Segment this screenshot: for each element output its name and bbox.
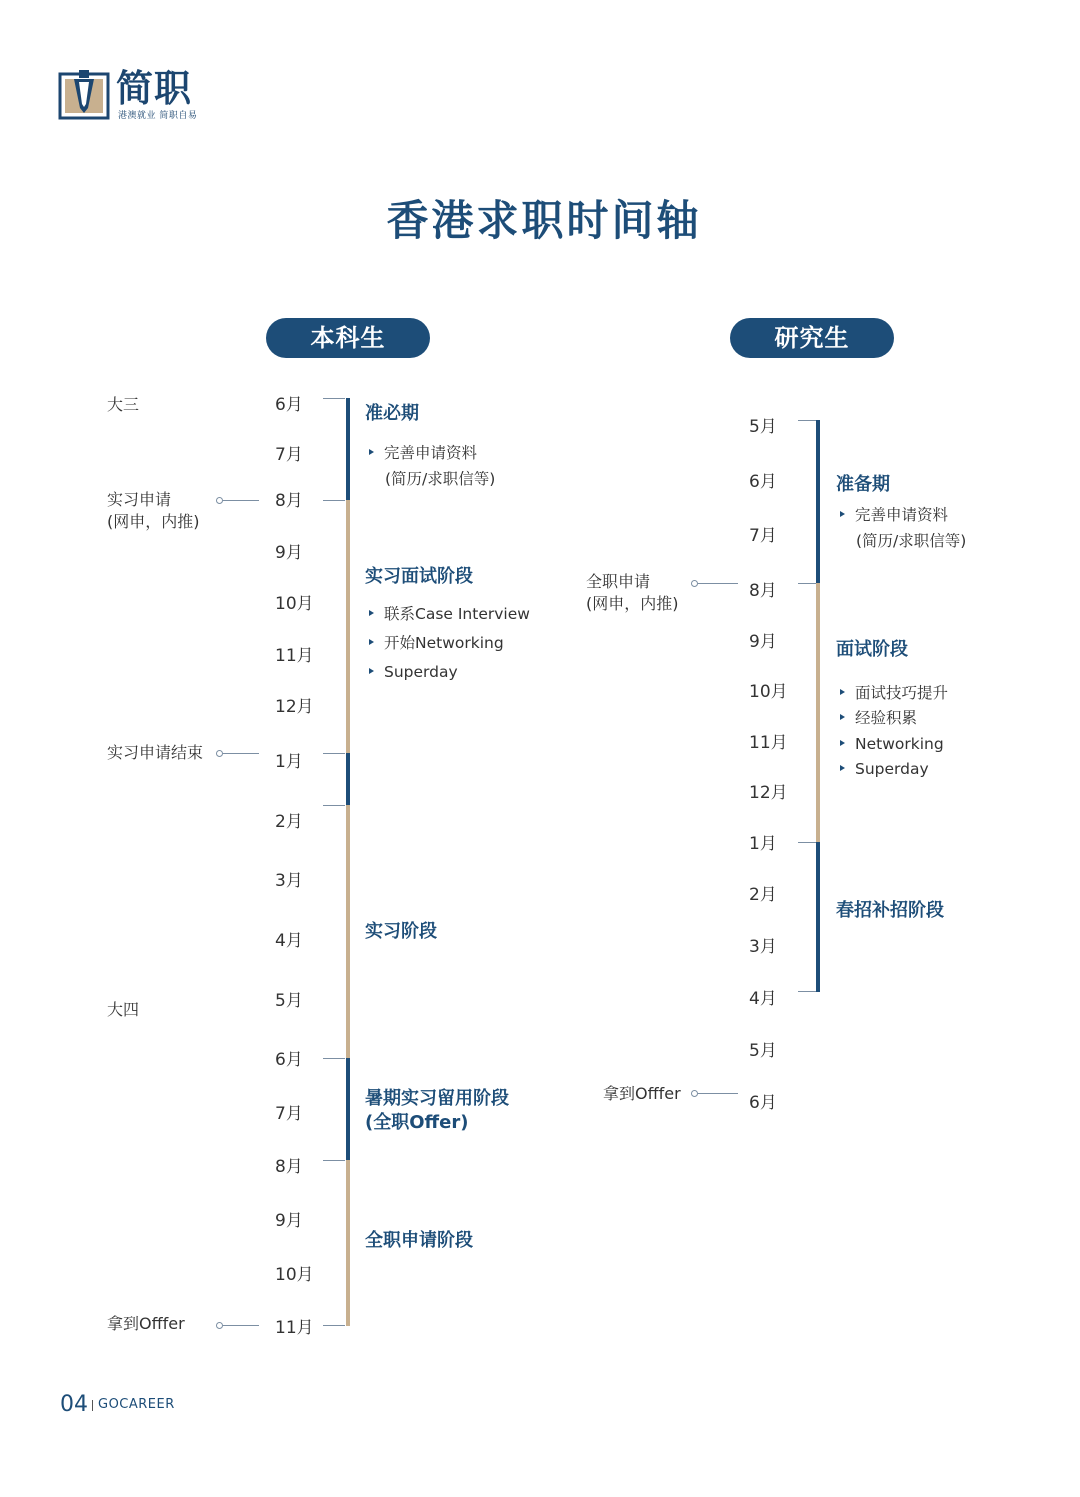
ug-month: 2月 (275, 812, 303, 832)
grad-phase-interview-bullet: Superday (840, 758, 929, 780)
ug-bar-fulltime (346, 1160, 350, 1326)
grad-tick (798, 991, 816, 992)
ug-month: 12月 (275, 697, 314, 717)
ug-phase-return-title2: (全职Offer) (365, 1112, 469, 1133)
footer-divider (92, 1400, 93, 1411)
grad-month: 5月 (749, 1041, 777, 1061)
footer-page-number: 04 (60, 1392, 88, 1417)
grad-month: 11月 (749, 733, 788, 753)
ug-phase-prep-sub: (简历/求职信等) (385, 470, 496, 488)
ug-tick (323, 805, 345, 806)
event-line: 全职申请 (586, 572, 651, 591)
grad-month: 9月 (749, 632, 777, 652)
ug-tick (323, 398, 345, 399)
grad-label: 研究生 (730, 318, 894, 358)
footer-brand: GOCAREER (98, 1397, 175, 1412)
ug-bar-interview (346, 500, 350, 753)
grad-month: 6月 (749, 472, 777, 492)
event-line: (网申，内推) (107, 512, 200, 531)
connector-line (223, 1325, 259, 1326)
ug-bar-prep (346, 398, 350, 500)
ug-month: 5月 (275, 991, 303, 1011)
event-line: 实习申请 (107, 490, 172, 509)
ug-month: 3月 (275, 871, 303, 891)
ug-month: 7月 (275, 1104, 303, 1124)
ug-phase-interview-bullet: Superday (369, 661, 458, 683)
ug-phase-return-title: 暑期实习留用阶段 (365, 1088, 509, 1109)
grad-phase-prep-sub: (简历/求职信等) (856, 532, 967, 550)
grad-month: 2月 (749, 885, 777, 905)
grad-tick (798, 420, 816, 421)
grad-month: 4月 (749, 989, 777, 1009)
ug-month: 9月 (275, 543, 303, 563)
connector-line (223, 753, 259, 754)
connector-dot (216, 497, 223, 504)
ug-bar-intern (346, 805, 350, 1058)
grad-phase-interview-bullet: 面试技巧提升 (840, 682, 948, 704)
bullet-arrow-icon (369, 668, 374, 674)
ug-month: 6月 (275, 1050, 303, 1070)
grad-month: 5月 (749, 417, 777, 437)
grad-phase-interview-bullet: Networking (840, 733, 944, 755)
ug-tick (323, 1058, 345, 1059)
grad-event-fulltime-apply (586, 571, 679, 615)
ug-month: 4月 (275, 931, 303, 951)
bullet-arrow-icon (369, 639, 374, 645)
ug-month: 9月 (275, 1211, 303, 1231)
ug-month: 11月 (275, 646, 314, 666)
ug-tick (323, 753, 345, 754)
ug-month: 10月 (275, 1265, 314, 1285)
ug-month: 8月 (275, 1157, 303, 1177)
grad-month: 7月 (749, 526, 777, 546)
grad-month: 10月 (749, 682, 788, 702)
ug-month: 1月 (275, 752, 303, 772)
grad-month: 1月 (749, 834, 777, 854)
ug-event-offer (107, 1313, 185, 1335)
bullet-arrow-icon (369, 449, 374, 455)
grad-month: 6月 (749, 1093, 777, 1113)
bullet-arrow-icon (840, 765, 845, 771)
ug-month: 10月 (275, 594, 314, 614)
bullet-arrow-icon (840, 740, 845, 746)
ug-bar-return (346, 1058, 350, 1160)
page-title: 香港求职时间轴 (386, 196, 702, 245)
ug-tick (323, 500, 345, 501)
logo-slogan: 港澳就业 简职自易 (118, 111, 198, 121)
grad-bar-prep (816, 420, 820, 583)
event-line: (网申，内推) (586, 594, 679, 613)
bullet-arrow-icon (840, 511, 845, 517)
connector-dot (691, 580, 698, 587)
grad-event-offer (603, 1083, 681, 1105)
grad-phase-prep-title: 准备期 (836, 474, 890, 495)
undergrad-year-junior: 大三 (107, 395, 140, 414)
event-line: 拿到Offfer (603, 1084, 681, 1103)
ug-phase-interview-bullet: 开始Networking (369, 632, 504, 654)
logo-name: 简职 (116, 67, 192, 110)
undergrad-year-senior: 大四 (107, 1000, 140, 1019)
bullet-arrow-icon (840, 714, 845, 720)
grad-phase-interview-bullet: 经验积累 (840, 707, 917, 729)
bullet-arrow-icon (369, 610, 374, 616)
grad-tick (798, 583, 816, 584)
ug-phase-intern-title: 实习阶段 (365, 921, 437, 942)
ug-month: 7月 (275, 445, 303, 465)
connector-dot (691, 1090, 698, 1097)
grad-month: 8月 (749, 581, 777, 601)
grad-bar-spring (816, 842, 820, 992)
connector-line (223, 500, 259, 501)
ug-month: 11月 (275, 1318, 314, 1338)
connector-dot (216, 750, 223, 757)
grad-month: 12月 (749, 783, 788, 803)
connector-dot (216, 1322, 223, 1329)
ug-tick (323, 1325, 345, 1326)
grad-tick (798, 842, 816, 843)
ug-event-intern-apply (107, 489, 200, 533)
connector-line (698, 583, 738, 584)
connector-line (698, 1093, 738, 1094)
ug-phase-prep-bullet: 完善申请资料 (369, 442, 477, 464)
ug-phase-fulltime-title: 全职申请阶段 (365, 1230, 473, 1251)
grad-month: 3月 (749, 937, 777, 957)
ug-phase-prep-title: 准必期 (365, 403, 419, 424)
ug-tick (323, 1160, 345, 1161)
ug-month: 6月 (275, 395, 303, 415)
event-line: 拿到Offfer (107, 1314, 185, 1333)
ug-event-intern-close (107, 742, 203, 764)
ug-phase-interview-title: 实习面试阶段 (365, 566, 473, 587)
logo-mark (58, 68, 110, 120)
ug-bar-winter (346, 753, 350, 805)
grad-phase-spring-title: 春招补招阶段 (836, 900, 944, 921)
ug-month: 8月 (275, 491, 303, 511)
grad-phase-interview-title: 面试阶段 (836, 639, 908, 660)
bullet-arrow-icon (840, 689, 845, 695)
event-line: 实习申请结束 (107, 743, 204, 762)
grad-bar-interview (816, 583, 820, 842)
undergrad-label: 本科生 (266, 318, 430, 358)
ug-phase-interview-bullet: 联系Case Interview (369, 603, 530, 625)
grad-phase-prep-bullet: 完善申请资料 (840, 504, 948, 526)
